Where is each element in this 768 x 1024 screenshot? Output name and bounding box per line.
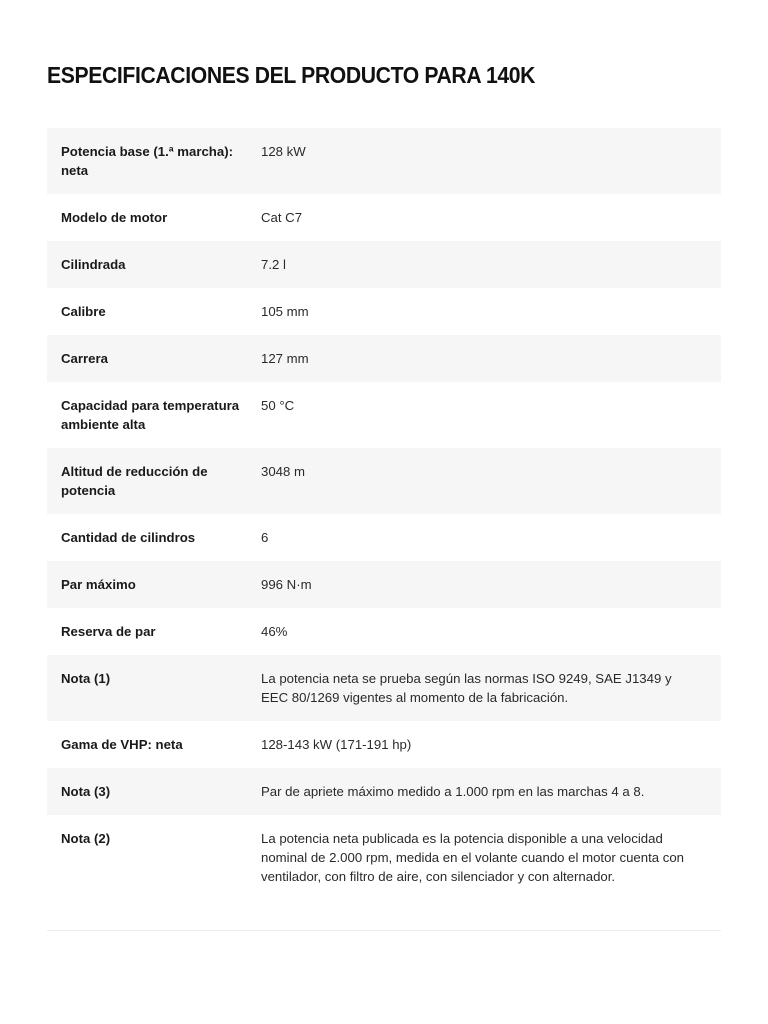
spec-label: Reserva de par: [61, 624, 156, 639]
spec-value: 996 N·m: [261, 561, 721, 608]
spec-row-note-3: [47, 768, 721, 815]
page-title: ESPECIFICACIONES DEL PRODUCTO PARA 140K: [47, 62, 536, 88]
spec-value: La potencia neta publicada es la potencia disponible a una velocidad nominal de 2.000 rpm, medida en el volante cuando el motor cuenta con ventilador, con filtro de aire, con silenciador y con alternador.: [261, 831, 684, 884]
spec-value: 6: [261, 530, 269, 545]
spec-value: 105 mm: [261, 304, 309, 319]
spec-row-cylinders: [47, 514, 721, 561]
spec-label: Modelo de motor: [61, 210, 168, 225]
spec-value: La potencia neta se prueba según las normas ISO 9249, SAE J1349 y EEC 80/1269 vigentes al momento de la fabricación.: [261, 655, 721, 721]
spec-row-torque-rise: [47, 608, 721, 655]
spec-label: Carrera: [47, 335, 261, 382]
spec-value: 128-143 kW (171-191 hp): [261, 737, 412, 752]
spec-row-displacement: [47, 241, 721, 288]
spec-value: 3048 m: [261, 448, 721, 514]
spec-label: Par máximo: [47, 561, 261, 608]
spec-value: Cat C7: [261, 210, 303, 225]
spec-row-high-ambient: [47, 382, 721, 448]
spec-table: [47, 128, 721, 931]
spec-row-engine-model: [47, 194, 721, 241]
spec-label: Potencia base (1.ª marcha): neta: [47, 128, 261, 194]
spec-row-vhp-range: [47, 721, 721, 768]
spec-label: Nota (1): [47, 655, 261, 721]
spec-row-derate-altitude: [47, 448, 721, 514]
spec-value: 46%: [261, 624, 288, 639]
spec-label: Capacidad para temperatura ambiente alta: [61, 398, 240, 432]
spec-row-max-torque: [47, 561, 721, 608]
spec-row-base-power: [47, 128, 721, 194]
spec-row-stroke: [47, 335, 721, 382]
spec-value: 50 °C: [261, 398, 295, 413]
spec-label: Nota (2): [61, 831, 111, 846]
spec-label: Altitud de reducción de potencia: [47, 448, 261, 514]
spec-row-note-2: [47, 815, 721, 931]
spec-label: Cilindrada: [47, 241, 261, 288]
spec-value: 127 mm: [261, 335, 721, 382]
spec-label: Nota (3): [47, 768, 261, 815]
spec-row-bore: [47, 288, 721, 335]
spec-row-note-1: [47, 655, 721, 721]
spec-label: Cantidad de cilindros: [61, 530, 196, 545]
spec-value: Par de apriete máximo medido a 1.000 rpm en las marchas 4 a 8.: [261, 768, 721, 815]
spec-value: 128 kW: [261, 128, 721, 194]
spec-label: Gama de VHP: neta: [61, 737, 183, 752]
spec-label: Calibre: [61, 304, 106, 319]
spec-value: 7.2 l: [261, 241, 721, 288]
